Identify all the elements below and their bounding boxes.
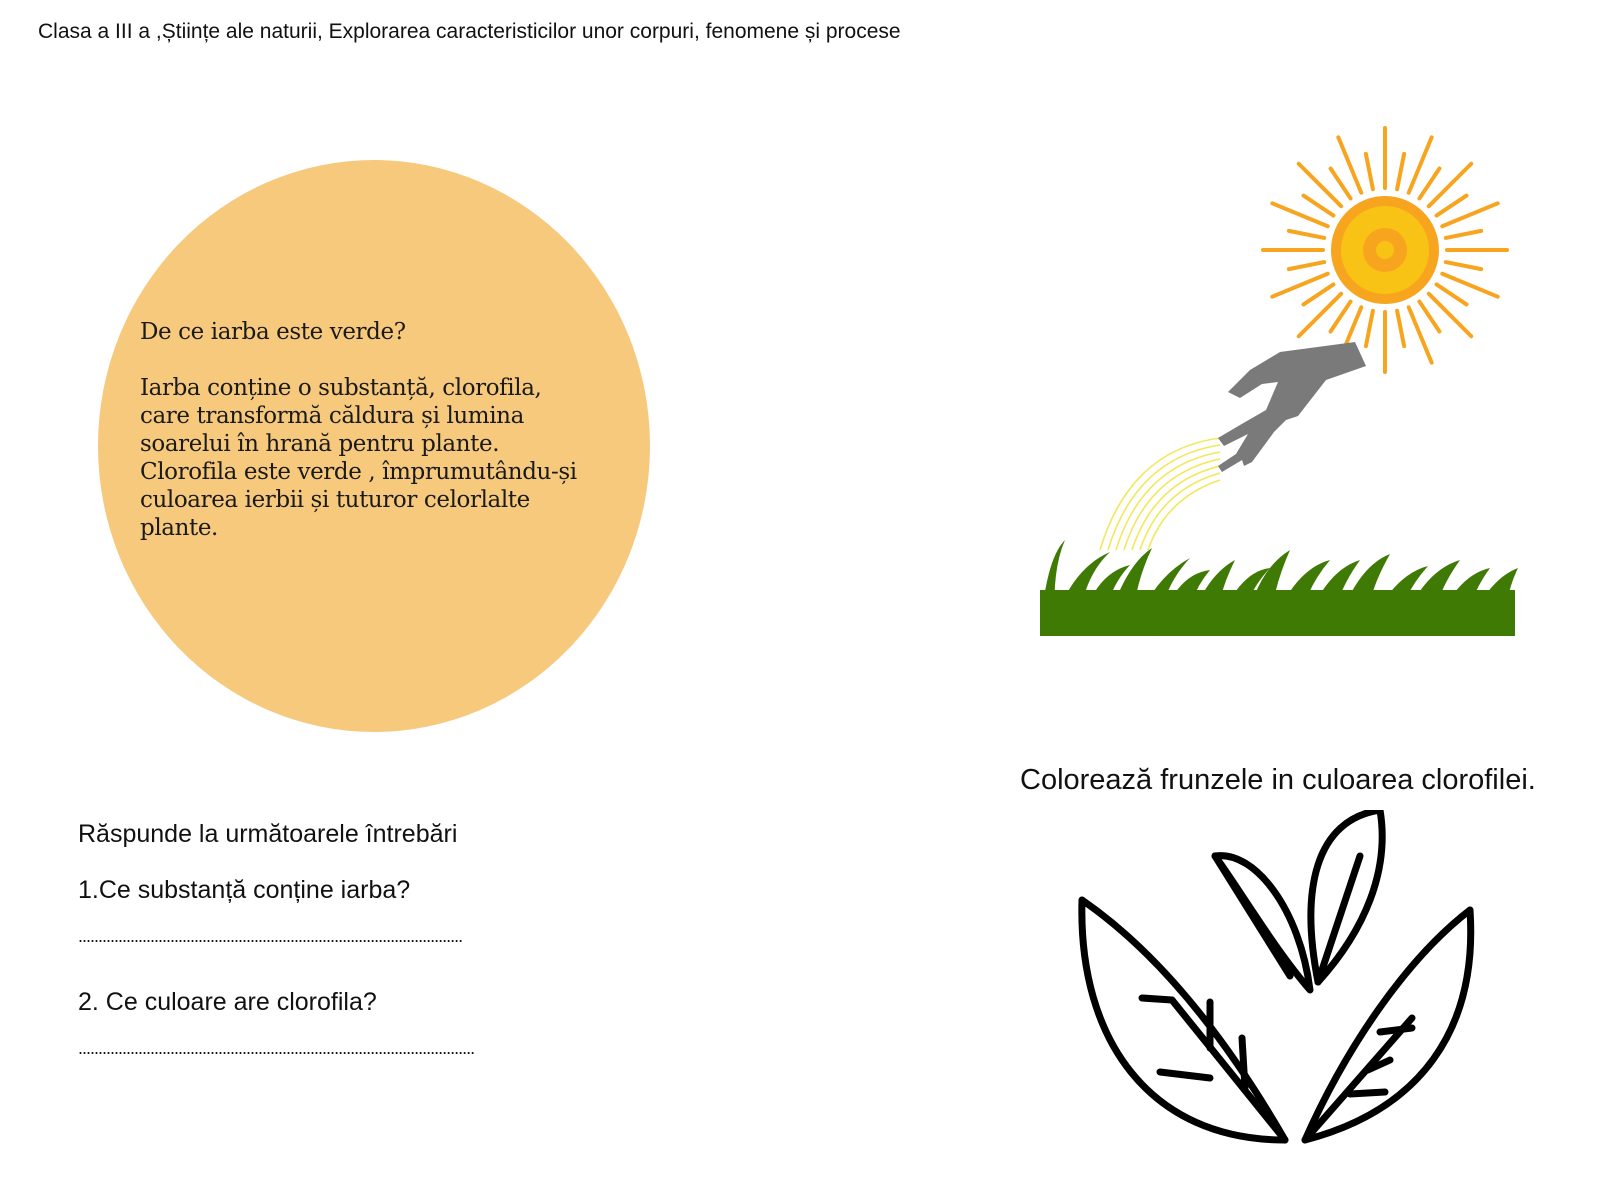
hand-icon xyxy=(1218,342,1366,472)
answer-line-2[interactable]: ................................................................................................... xyxy=(78,1038,475,1058)
coloring-instruction: Colorează frunzele in culoarea clorofilei. xyxy=(1020,764,1536,796)
sun-grass-illustration xyxy=(1040,120,1570,660)
sun-ray xyxy=(1304,196,1334,216)
sun-ray xyxy=(1366,311,1373,346)
sun-ray xyxy=(1429,164,1471,206)
sun-ray xyxy=(1289,262,1324,269)
answer-line-1[interactable]: ................................................................................................ xyxy=(78,926,463,946)
sun-ray xyxy=(1437,196,1467,216)
page-header: Clasa a III a ,Științe ale naturii, Explorarea caracteristicilor unor corpuri, fenomene și procese xyxy=(38,20,901,43)
sun-ray xyxy=(1419,302,1439,332)
sun-ray xyxy=(1304,284,1334,304)
sun-icon xyxy=(1263,128,1507,372)
sun-ray xyxy=(1331,169,1351,199)
sun-ray xyxy=(1437,284,1467,304)
question-2: 2. Ce culoare are clorofila? xyxy=(78,988,377,1016)
sun-ray xyxy=(1299,164,1341,206)
sun-ray xyxy=(1331,302,1351,332)
info-text xyxy=(140,318,660,542)
grass-icon xyxy=(1040,540,1518,636)
sun-ray xyxy=(1299,294,1341,336)
sun-ray xyxy=(1446,262,1481,269)
info-line: plante. xyxy=(140,515,218,541)
sun-ray xyxy=(1419,169,1439,199)
info-line: Iarba conține o substanță, clorofila, xyxy=(140,375,542,401)
sun-ray xyxy=(1397,311,1404,346)
info-line: care transformă căldura și lumina xyxy=(140,403,524,429)
leaves-outline-icon xyxy=(1060,810,1510,1150)
info-question: De ce iarba este verde? xyxy=(140,319,406,345)
sun-ray xyxy=(1289,231,1324,238)
question-1: 1.Ce substanță conține iarba? xyxy=(78,876,411,904)
sun-ray xyxy=(1446,231,1481,238)
sun-ray xyxy=(1429,294,1471,336)
sun-ray xyxy=(1397,154,1404,189)
info-line: culoarea ierbii și tuturor celorlalte xyxy=(140,487,530,513)
sun-ray xyxy=(1366,154,1373,189)
info-line: soarelui în hrană pentru plante. xyxy=(140,431,500,457)
info-line: Clorofila este verde , împrumutându-și xyxy=(140,459,577,485)
sun-rays-icon xyxy=(1100,438,1220,550)
questions-intro: Răspunde la următoarele întrebări xyxy=(78,820,458,848)
